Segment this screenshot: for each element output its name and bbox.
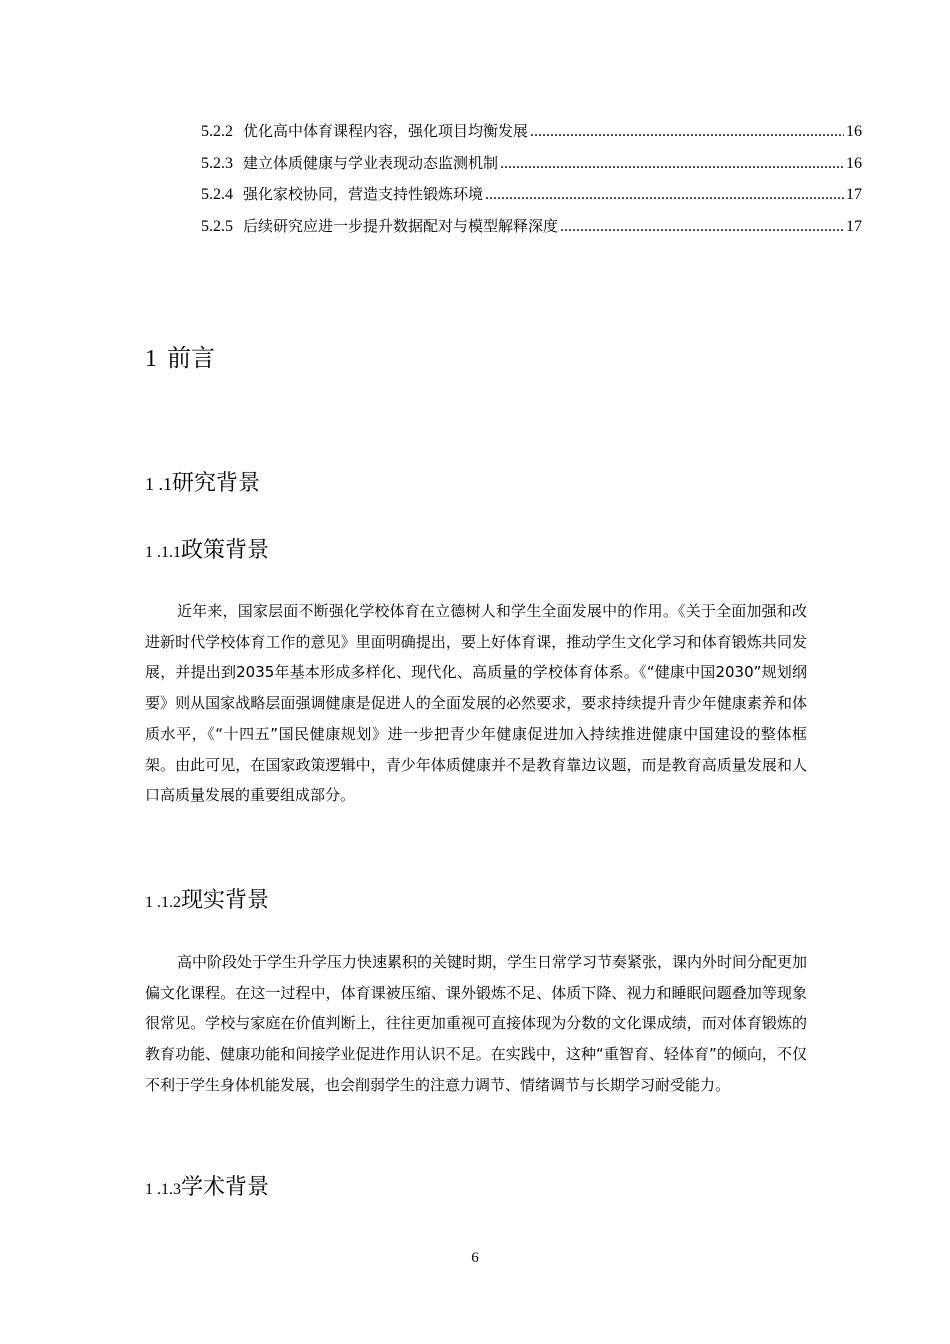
subsection-heading-reality [145,883,269,914]
chapter-number: 1 [145,346,157,372]
toc-leader-dots [560,218,844,236]
table-of-contents [201,120,862,246]
chapter-heading [145,338,215,373]
section-title: 研究背景 [172,471,261,496]
subsection-title: 学术背景 [181,1175,270,1200]
toc-entry[interactable] [201,183,862,215]
section-number: 1 .1 [145,474,172,494]
toc-entry[interactable] [201,152,862,184]
toc-entry-page: 16 [846,123,862,140]
toc-entry-page: 17 [846,217,862,235]
toc-entry-number: 5.2.2 [201,123,233,140]
toc-entry-title: 建立体质健康与学业表现动态监测机制 [243,153,499,172]
toc-entry-title: 后续研究应进一步提升数据配对与模型解释深度 [243,216,559,235]
toc-entry-page: 16 [846,154,862,172]
page-number: 6 [471,1250,479,1266]
subsection-heading-policy [145,533,269,564]
toc-entry-title: 优化高中体育课程内容，强化项目均衡发展 [243,122,529,140]
toc-entry-title: 强化家校协同，营造支持性锻炼环境 [243,185,484,203]
subsection-number: 1 .1.1 [145,544,181,561]
chapter-title: 前言 [167,344,215,372]
toc-leader-dots [530,123,844,141]
toc-entry-number: 5.2.5 [201,217,233,235]
subsection-title: 政策背景 [181,538,270,563]
section-heading [145,466,260,497]
subsection-number: 1 .1.2 [145,894,181,911]
toc-entry[interactable] [201,215,862,247]
subsection-heading-academic [145,1170,269,1201]
body-paragraph: 近年来，国家层面不断强化学校体育在立德树人和学生全面发展中的作用。《关于全面加强和改进新时代学校体育工作的意见》里面明确提出，要上好体育课，推动学生文化学习和体育锻炼共同发展，并提出到2035年基本形成多样化、现代化、高质量的学校体育体系。《“健康中国2030”规划纲要》则从国家战略层面强调健康是促进人的全面发展的必然要求，要求持续提升青少年健康素养和体质水平，《“十四五”国民健康规划》进一步把青少年健康促进加入持续推进健康中国建设的整体框架。由此可见，在国家政策逻辑中，青少年体质健康并不是教育靠边议题，而是教育高质量发展和人口高质量发展的重要组成部分。 [145,602,807,805]
subsection-title: 现实背景 [181,888,270,913]
body-paragraph: 高中阶段处于学生升学压力快速累积的关键时期，学生日常学习节奏紧张，课内外时间分配更加偏文化课程。在这一过程中，体育课被压缩、课外锻炼不足、体质下降、视力和睡眠问题叠加等现象很常见。学校与家庭在价值判断上，往往更加重视可直接体现为分数的文化课成绩，而对体育锻炼的教育功能、健康功能和间接学业促进作用认识不足。在实践中，这种“重智育、轻体育”的倾向，不仅不利于学生身体机能发展，也会削弱学生的注意力调节、情绪调节与长期学习耐受能力。 [145,953,808,1094]
toc-entry[interactable] [201,120,862,152]
toc-entry-number: 5.2.3 [201,154,233,172]
toc-leader-dots [500,155,844,173]
toc-leader-dots [485,186,844,204]
subsection-number: 1 .1.3 [145,1181,181,1198]
toc-entry-number: 5.2.4 [201,186,233,203]
toc-entry-page: 17 [846,186,862,203]
